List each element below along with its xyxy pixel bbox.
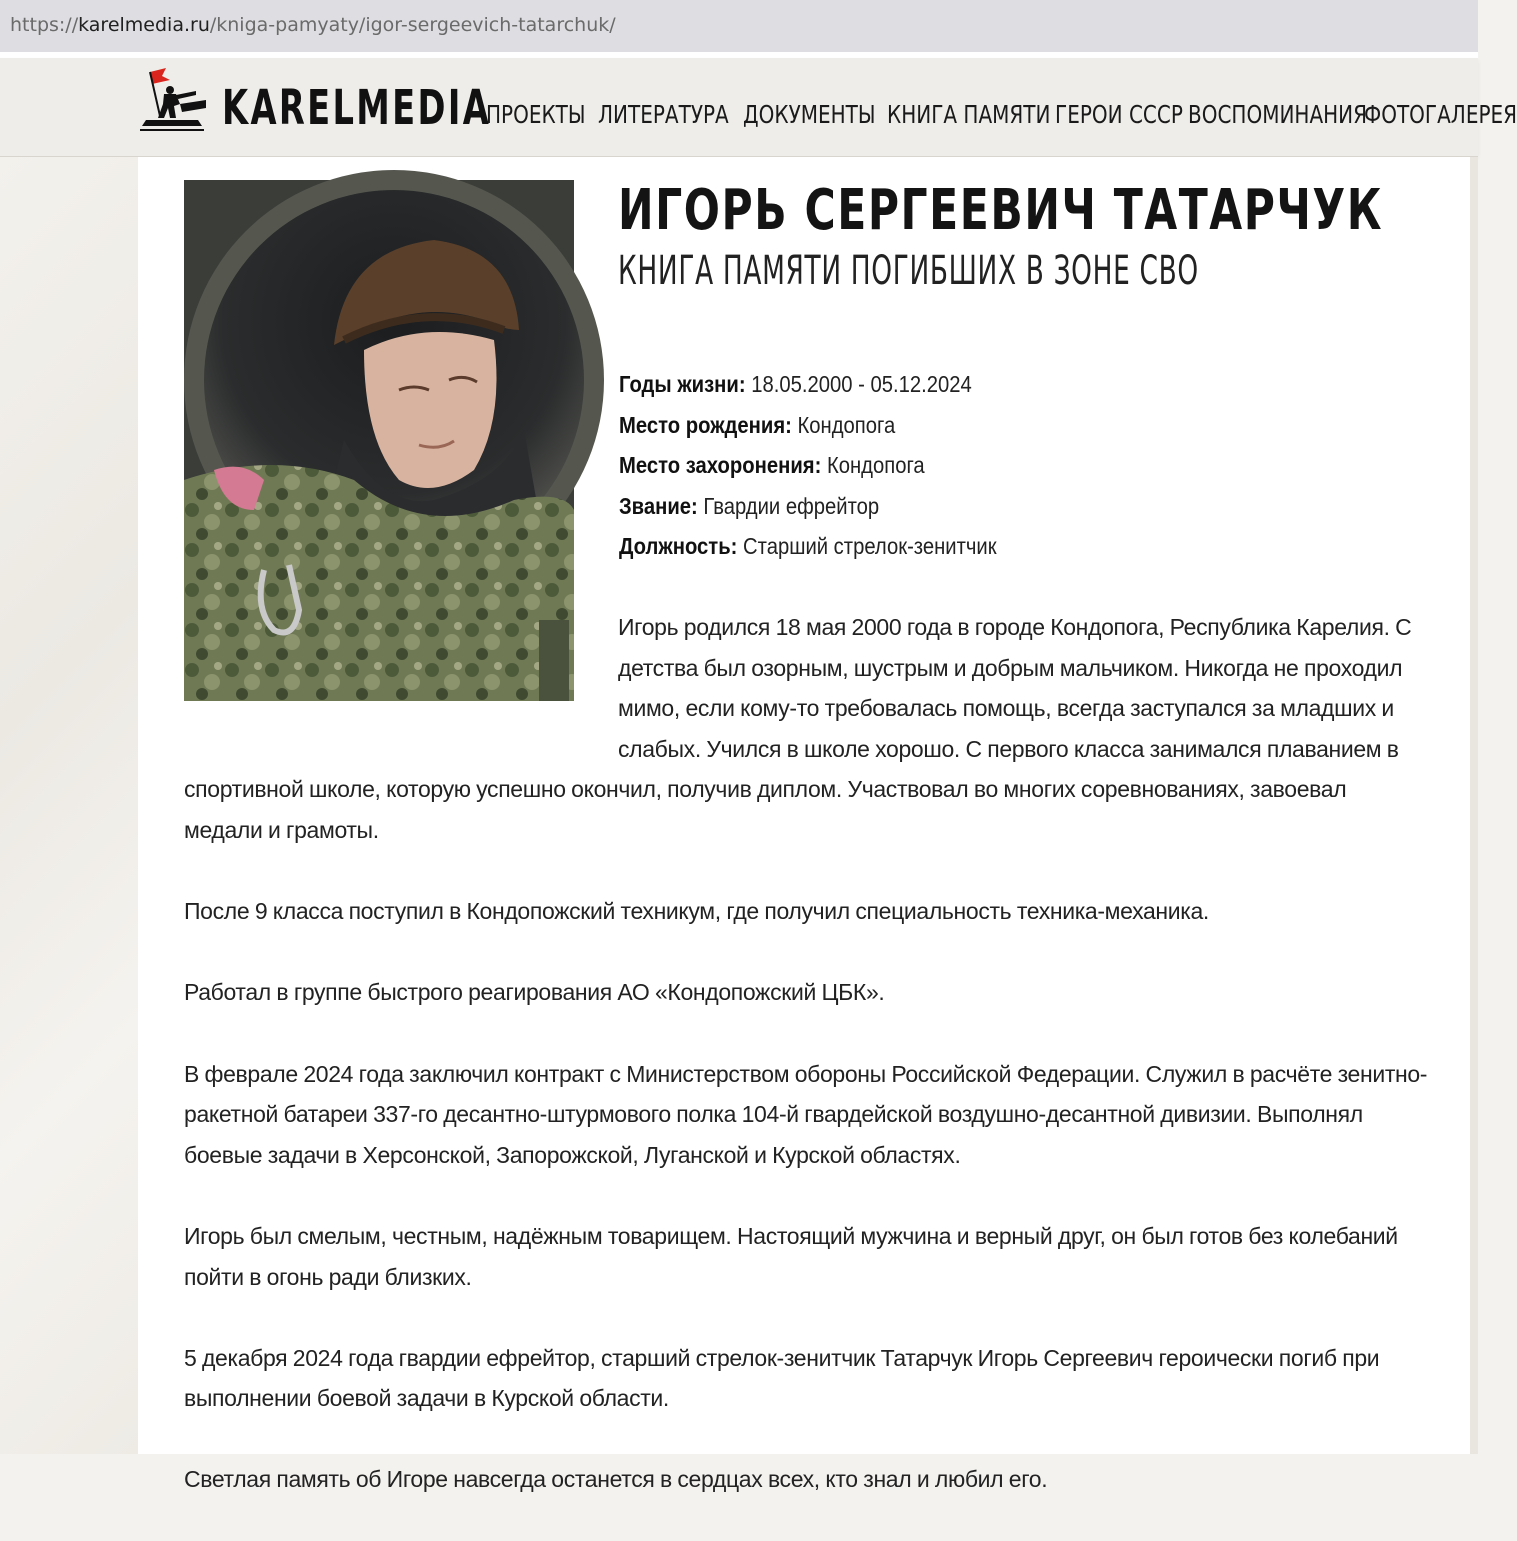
- url-prefix: https://: [10, 14, 79, 36]
- fact-label: Должность:: [619, 533, 738, 559]
- url-path: /kniga-pamyaty/igor-sergeevich-tatarchuk/: [209, 14, 616, 36]
- soldier-with-flag-icon[interactable]: [136, 64, 208, 136]
- fact-rank: [619, 486, 997, 527]
- fact-label: Место захоронения:: [619, 452, 822, 478]
- browser-address-bar[interactable]: [0, 0, 1478, 52]
- page-background-left: [0, 157, 138, 1454]
- bio-paragraph: Работал в группе быстрого реагирования АО «Кондопожский ЦБК».: [184, 979, 885, 1006]
- bio-paragraph: Светлая память об Игоре навсегда останется в сердцах всех, кто знал и любил его.: [184, 1466, 1048, 1493]
- bio-paragraph: В феврале 2024 года заключил контракт с Министерством обороны Российской Федерации. Служил в расчёте зенитно-ракетной батареи 337-го десантно-штурмового полка 104-й гвардейской воздушно-десантной дивизии. Выполнял боевые задачи в Херсонской, Запорожской, Луганской и Курской областях.: [184, 1060, 1428, 1168]
- page-title: ИГОРЬ СЕРГЕЕВИЧ ТАТАРЧУК: [618, 178, 1384, 243]
- nav-item-memoirs[interactable]: ВОСПОМИНАНИЯ: [1188, 100, 1368, 129]
- fact-value: 18.05.2000 - 05.12.2024: [745, 371, 972, 397]
- bio-paragraph: Игорь родился 18 мая 2000 года в городе Кондопога, Республика Карелия. С детства был озорным, шустрым и добрым мальчиком. Никогда не проходил мимо, если кому-то требовалась помощь, всегда заступался за младших и слабых. Учился в школе хорошо. С первого класса занимался плаванием в спортивной школе, которую успешно окончил, получив диплом. Участвовал во многих соревнованиях, завоевал медали и грамоты.: [184, 614, 1412, 843]
- nav-item-photo-gallery[interactable]: ФОТОГАЛЕРЕЯ: [1364, 100, 1517, 129]
- facts-list: [619, 364, 1048, 567]
- fact-birthplace: [619, 405, 997, 446]
- bio-paragraph: После 9 класса поступил в Кондопожский техникум, где получил специальность техника-механика.: [184, 898, 1209, 925]
- nav-item-memory-book[interactable]: КНИГА ПАМЯТИ: [887, 100, 1051, 129]
- bio-paragraph: 5 декабря 2024 года гвардии ефрейтор, старший стрелок-зенитчик Татарчук Игорь Сергеевич героически погиб при выполнении боевой задачи в Курской области.: [184, 1344, 1380, 1412]
- page-background-right: [1470, 157, 1478, 1454]
- nav-item-ussr-heroes[interactable]: ГЕРОИ СССР: [1055, 100, 1183, 129]
- site-logo-text[interactable]: KARELMEDIA: [222, 80, 492, 136]
- fact-label: Годы жизни:: [619, 371, 746, 397]
- page-subtitle: КНИГА ПАМЯТИ ПОГИБШИХ В ЗОНЕ СВО: [618, 248, 1199, 294]
- fact-value: Гвардии ефрейтор: [697, 492, 880, 519]
- fact-burial-place: [619, 445, 997, 486]
- url-host: karelmedia.ru: [78, 14, 210, 36]
- url-text[interactable]: [10, 14, 616, 36]
- fact-value: Кондопога: [791, 411, 896, 438]
- fact-value: Кондопога: [821, 452, 925, 478]
- fact-value: Старший стрелок-зенитчик: [737, 533, 997, 559]
- nav-item-projects[interactable]: ПРОЕКТЫ: [486, 100, 586, 129]
- bio-paragraph: Игорь был смелым, честным, надёжным товарищем. Настоящий мужчина и верный друг, он был готов без колебаний пойти в огонь ради близких.: [184, 1222, 1398, 1290]
- fact-label: Звание:: [619, 492, 698, 519]
- site-header: [0, 58, 1517, 157]
- fact-label: Место рождения:: [619, 411, 792, 438]
- fact-life-years: [619, 364, 997, 405]
- photo-float-spacer: [184, 607, 618, 729]
- nav-item-literature[interactable]: ЛИТЕРАТУРА: [598, 100, 729, 129]
- fact-position: [619, 526, 997, 567]
- biography: [184, 607, 1428, 1541]
- nav-item-documents[interactable]: ДОКУМЕНТЫ: [743, 100, 876, 129]
